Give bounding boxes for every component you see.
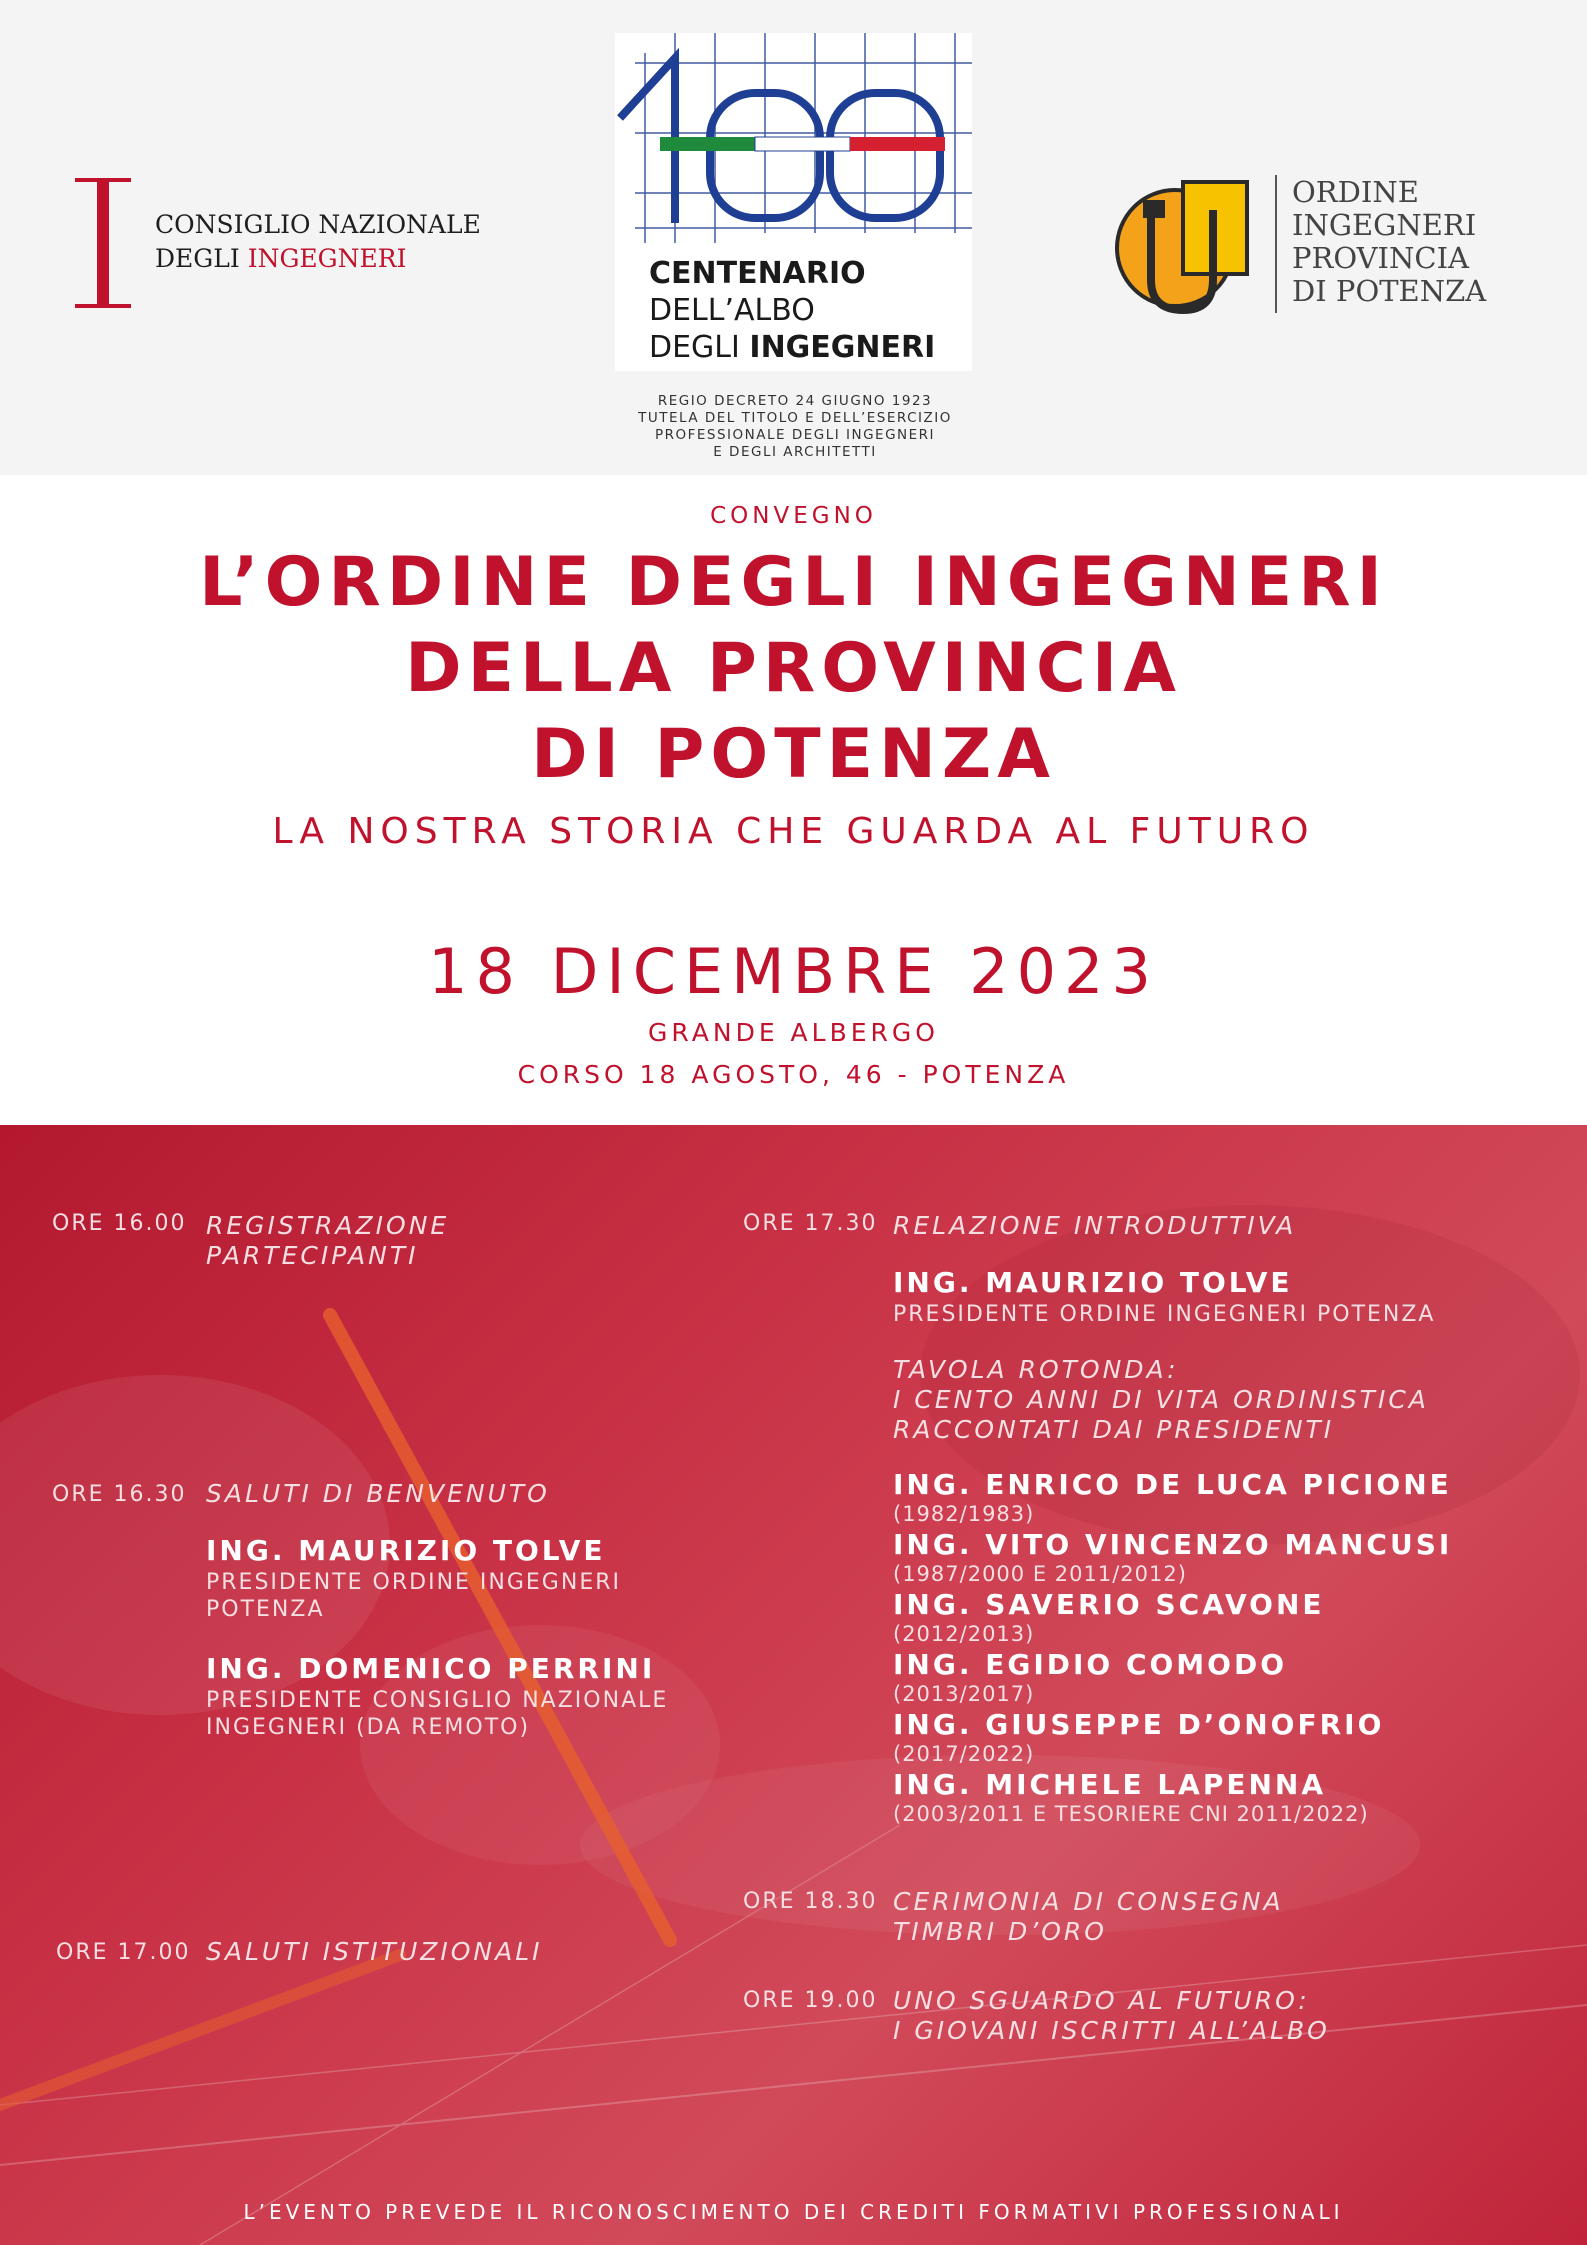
schedule-time: ORE 16.30 — [52, 1482, 187, 1507]
speaker-role — [206, 1569, 621, 1623]
ordine-separator — [1275, 175, 1277, 313]
speaker-role-line: PRESIDENTE ORDINE INGEGNERI — [206, 1570, 621, 1595]
schedule-time: ORE 18.30 — [743, 1889, 878, 1914]
president-years: (2003/2011 E TESORIERE CNI 2011/2022) — [893, 1802, 1369, 1826]
ordine-line: PROVINCIA — [1292, 241, 1469, 275]
centenary-text — [649, 255, 935, 366]
schedule-topic-line: I GIOVANI ISCRITTI ALL’ALBO — [893, 2016, 1330, 2045]
centenary-line3-b: INGEGNERI — [749, 330, 936, 365]
speaker-role-line: POTENZA — [206, 1597, 325, 1622]
ordine-ingegneri-logo — [1095, 140, 1515, 340]
event-title — [0, 540, 1587, 798]
event-title-line: L’ORDINE DEGLI INGEGNERI — [199, 543, 1388, 622]
speaker-name: ING. DOMENICO PERRINI — [206, 1652, 656, 1685]
president-years: (1982/1983) — [893, 1502, 1035, 1526]
program-section — [0, 1125, 1587, 2245]
president-years: (1987/2000 E 2011/2012) — [893, 1562, 1187, 1586]
president-name: ING. GIUSEPPE D’ONOFRIO — [893, 1708, 1385, 1741]
centenary-line3 — [649, 329, 935, 366]
event-type: CONVEGNO — [710, 503, 877, 529]
decree-line: PROFESSIONALE DEGLI INGEGNERI — [654, 427, 936, 443]
credits-note: L’EVENTO PREVEDE IL RICONOSCIMENTO DEI CREDITI FORMATIVI PROFESSIONALI — [243, 2200, 1344, 2224]
ordine-line: DI POTENZA — [1292, 274, 1487, 308]
schedule-topic — [893, 1986, 1330, 2046]
president-name: ING. SAVERIO SCAVONE — [893, 1588, 1325, 1621]
round-table-line: I CENTO ANNI DI VITA ORDINISTICA — [893, 1385, 1429, 1414]
schedule-topic — [206, 1211, 449, 1271]
decree-line: TUTELA DEL TITOLO E DELL’ESERCIZIO — [638, 410, 952, 426]
event-subtitle: LA NOSTRA STORIA CHE GUARDA AL FUTURO — [272, 811, 1315, 852]
centenary-line2: DELL’ALBO — [649, 293, 815, 328]
schedule-topic: SALUTI ISTITUZIONALI — [206, 1937, 543, 1966]
speaker-role-line: PRESIDENTE CONSIGLIO NAZIONALE — [206, 1688, 669, 1713]
event-title-line: DI POTENZA — [531, 715, 1056, 794]
speaker-name: ING. MAURIZIO TOLVE — [893, 1266, 1293, 1299]
speaker-name: ING. MAURIZIO TOLVE — [206, 1534, 606, 1567]
schedule-topic-line: REGISTRAZIONE — [206, 1211, 450, 1240]
decree-line: E DEGLI ARCHITETTI — [713, 444, 877, 460]
schedule-time: ORE 19.00 — [743, 1988, 878, 2013]
event-venue: GRANDE ALBERGO — [648, 1018, 939, 1047]
event-title-line: DELLA PROVINCIA — [405, 629, 1182, 708]
ordine-logo-text — [1292, 176, 1486, 308]
schedule-time: ORE 16.00 — [52, 1211, 187, 1236]
cni-line2 — [155, 242, 481, 276]
president-years: (2017/2022) — [893, 1742, 1035, 1766]
cni-line1: CONSIGLIO NAZIONALE — [155, 210, 481, 239]
president-name: ING. VITO VINCENZO MANCUSI — [893, 1528, 1453, 1561]
president-name: ING. ENRICO DE LUCA PICIONE — [893, 1468, 1452, 1501]
schedule-topic: RELAZIONE INTRODUTTIVA — [893, 1211, 1297, 1240]
drawing-hand-background — [0, 1125, 1587, 2245]
cni-line2-b: INGEGNERI — [247, 244, 407, 273]
schedule-time: ORE 17.00 — [56, 1940, 191, 1965]
cni-logo — [75, 178, 515, 308]
centenary-line1: CENTENARIO — [649, 256, 866, 291]
speaker-role-line: INGEGNERI (DA REMOTO) — [206, 1715, 531, 1740]
logo-header — [0, 0, 1587, 475]
ordine-mark-icon — [1113, 170, 1263, 320]
ordine-line: INGEGNERI — [1292, 208, 1477, 242]
cni-logo-text — [155, 208, 481, 276]
event-address: CORSO 18 AGOSTO, 46 - POTENZA — [517, 1060, 1070, 1089]
centenary-line3-a: DEGLI — [649, 330, 750, 365]
decree-caption — [560, 393, 1030, 461]
schedule-topic: SALUTI DI BENVENUTO — [206, 1479, 550, 1508]
centenary-logo — [615, 33, 972, 371]
ordine-line: ORDINE — [1292, 175, 1419, 209]
speaker-role: PRESIDENTE ORDINE INGEGNERI POTENZA — [893, 1302, 1436, 1327]
cni-line2-a: DEGLI — [155, 244, 248, 273]
schedule-topic — [893, 1887, 1284, 1947]
schedule-time: ORE 17.30 — [743, 1211, 878, 1236]
round-table-line: RACCONTATI DAI PRESIDENTI — [893, 1415, 1335, 1444]
speaker-role — [206, 1687, 668, 1741]
round-table-title — [893, 1355, 1429, 1445]
president-years: (2013/2017) — [893, 1682, 1035, 1706]
schedule-topic-line: PARTECIPANTI — [206, 1241, 419, 1270]
round-table-line: TAVOLA ROTONDA: — [893, 1355, 1179, 1384]
president-years: (2012/2013) — [893, 1622, 1035, 1646]
president-name: ING. MICHELE LAPENNA — [893, 1768, 1327, 1801]
event-date: 18 DICEMBRE 2023 — [428, 935, 1159, 1008]
decree-line: REGIO DECRETO 24 GIUGNO 1923 — [657, 393, 933, 409]
schedule-topic-line: CERIMONIA DI CONSEGNA — [893, 1887, 1284, 1916]
cni-mark-icon — [75, 178, 131, 308]
schedule-topic-line: TIMBRI D’ORO — [893, 1917, 1107, 1946]
president-name: ING. EGIDIO COMODO — [893, 1648, 1288, 1681]
schedule-topic-line: UNO SGUARDO AL FUTURO: — [893, 1986, 1310, 2015]
